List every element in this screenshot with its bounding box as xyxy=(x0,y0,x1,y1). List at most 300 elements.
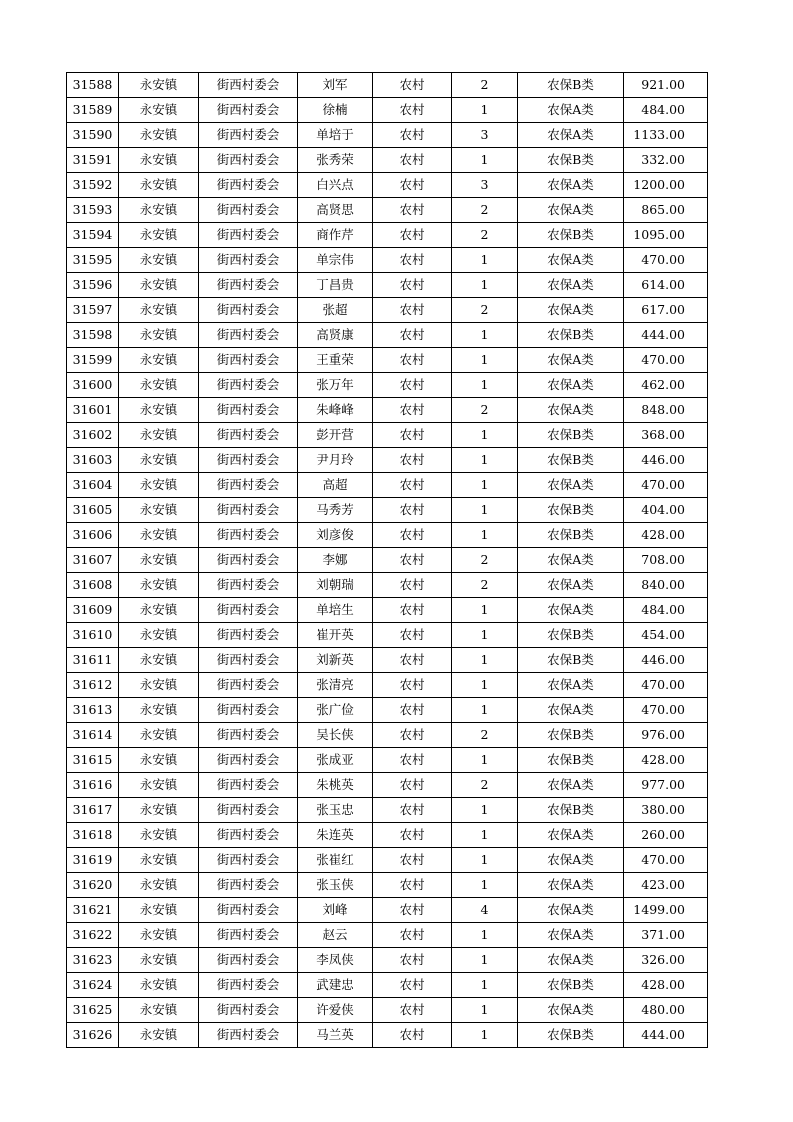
serial-number-cell: 31613 xyxy=(67,698,119,723)
insurance-category-cell: 农保B类 xyxy=(518,223,624,248)
town-cell: 永安镇 xyxy=(119,673,199,698)
serial-number-cell: 31622 xyxy=(67,923,119,948)
town-cell: 永安镇 xyxy=(119,598,199,623)
household-size-cell: 1 xyxy=(452,98,518,123)
town-cell: 永安镇 xyxy=(119,98,199,123)
household-type-cell: 农村 xyxy=(373,723,452,748)
table-row xyxy=(67,973,708,998)
household-type-cell: 农村 xyxy=(373,348,452,373)
insurance-category-cell: 农保A类 xyxy=(518,898,624,923)
amount-cell: 462.00 xyxy=(624,373,708,398)
household-type-cell: 农村 xyxy=(373,998,452,1023)
town-cell: 永安镇 xyxy=(119,373,199,398)
insurance-category-cell: 农保B类 xyxy=(518,148,624,173)
name-cell: 武建忠 xyxy=(298,973,373,998)
household-type-cell: 农村 xyxy=(373,673,452,698)
amount-cell: 444.00 xyxy=(624,323,708,348)
household-type-cell: 农村 xyxy=(373,973,452,998)
household-type-cell: 农村 xyxy=(373,748,452,773)
serial-number-cell: 31591 xyxy=(67,148,119,173)
town-cell: 永安镇 xyxy=(119,1023,199,1048)
household-size-cell: 3 xyxy=(452,123,518,148)
town-cell: 永安镇 xyxy=(119,273,199,298)
amount-cell: 428.00 xyxy=(624,973,708,998)
insurance-category-cell: 农保A类 xyxy=(518,123,624,148)
insurance-category-cell: 农保A类 xyxy=(518,598,624,623)
town-cell: 永安镇 xyxy=(119,873,199,898)
serial-number-cell: 31599 xyxy=(67,348,119,373)
village-committee-cell: 街西村委会 xyxy=(199,423,298,448)
table-row xyxy=(67,848,708,873)
table-row xyxy=(67,248,708,273)
name-cell: 李凤侠 xyxy=(298,948,373,973)
town-cell: 永安镇 xyxy=(119,223,199,248)
insurance-category-cell: 农保A类 xyxy=(518,848,624,873)
household-type-cell: 农村 xyxy=(373,573,452,598)
household-size-cell: 2 xyxy=(452,73,518,98)
amount-cell: 848.00 xyxy=(624,398,708,423)
household-size-cell: 2 xyxy=(452,223,518,248)
amount-cell: 444.00 xyxy=(624,1023,708,1048)
name-cell: 刘峰 xyxy=(298,898,373,923)
table-row xyxy=(67,723,708,748)
insurance-category-cell: 农保A类 xyxy=(518,248,624,273)
village-committee-cell: 街西村委会 xyxy=(199,623,298,648)
household-size-cell: 1 xyxy=(452,373,518,398)
table-row xyxy=(67,298,708,323)
household-size-cell: 1 xyxy=(452,873,518,898)
serial-number-cell: 31600 xyxy=(67,373,119,398)
household-type-cell: 农村 xyxy=(373,823,452,848)
town-cell: 永安镇 xyxy=(119,723,199,748)
household-type-cell: 农村 xyxy=(373,323,452,348)
village-committee-cell: 街西村委会 xyxy=(199,948,298,973)
serial-number-cell: 31601 xyxy=(67,398,119,423)
town-cell: 永安镇 xyxy=(119,548,199,573)
insurance-category-cell: 农保A类 xyxy=(518,823,624,848)
serial-number-cell: 31608 xyxy=(67,573,119,598)
insurance-category-cell: 农保B类 xyxy=(518,748,624,773)
name-cell: 丁昌贵 xyxy=(298,273,373,298)
table-row xyxy=(67,348,708,373)
town-cell: 永安镇 xyxy=(119,123,199,148)
insurance-category-cell: 农保B类 xyxy=(518,323,624,348)
town-cell: 永安镇 xyxy=(119,298,199,323)
name-cell: 高超 xyxy=(298,473,373,498)
household-type-cell: 农村 xyxy=(373,773,452,798)
household-size-cell: 2 xyxy=(452,723,518,748)
household-size-cell: 1 xyxy=(452,973,518,998)
village-committee-cell: 街西村委会 xyxy=(199,598,298,623)
village-committee-cell: 街西村委会 xyxy=(199,398,298,423)
amount-cell: 1499.00 xyxy=(624,898,708,923)
table-row xyxy=(67,798,708,823)
name-cell: 马秀芳 xyxy=(298,498,373,523)
serial-number-cell: 31620 xyxy=(67,873,119,898)
amount-cell: 470.00 xyxy=(624,248,708,273)
serial-number-cell: 31616 xyxy=(67,773,119,798)
name-cell: 崔开英 xyxy=(298,623,373,648)
table-row xyxy=(67,123,708,148)
town-cell: 永安镇 xyxy=(119,523,199,548)
town-cell: 永安镇 xyxy=(119,198,199,223)
household-type-cell: 农村 xyxy=(373,473,452,498)
household-size-cell: 1 xyxy=(452,623,518,648)
amount-cell: 470.00 xyxy=(624,848,708,873)
amount-cell: 484.00 xyxy=(624,98,708,123)
amount-cell: 480.00 xyxy=(624,998,708,1023)
amount-cell: 371.00 xyxy=(624,923,708,948)
village-committee-cell: 街西村委会 xyxy=(199,823,298,848)
town-cell: 永安镇 xyxy=(119,448,199,473)
insurance-category-cell: 农保B类 xyxy=(518,498,624,523)
table-row xyxy=(67,448,708,473)
household-type-cell: 农村 xyxy=(373,423,452,448)
town-cell: 永安镇 xyxy=(119,973,199,998)
town-cell: 永安镇 xyxy=(119,748,199,773)
household-type-cell: 农村 xyxy=(373,898,452,923)
town-cell: 永安镇 xyxy=(119,473,199,498)
records-table-body xyxy=(67,73,708,1048)
insurance-category-cell: 农保A类 xyxy=(518,673,624,698)
household-size-cell: 1 xyxy=(452,323,518,348)
table-row xyxy=(67,223,708,248)
insurance-category-cell: 农保B类 xyxy=(518,723,624,748)
village-committee-cell: 街西村委会 xyxy=(199,898,298,923)
insurance-category-cell: 农保A类 xyxy=(518,998,624,1023)
household-size-cell: 1 xyxy=(452,473,518,498)
serial-number-cell: 31609 xyxy=(67,598,119,623)
amount-cell: 326.00 xyxy=(624,948,708,973)
name-cell: 张广俭 xyxy=(298,698,373,723)
village-committee-cell: 街西村委会 xyxy=(199,1023,298,1048)
insurance-category-cell: 农保A类 xyxy=(518,873,624,898)
household-size-cell: 2 xyxy=(452,198,518,223)
serial-number-cell: 31593 xyxy=(67,198,119,223)
household-size-cell: 1 xyxy=(452,1023,518,1048)
insurance-category-cell: 农保B类 xyxy=(518,648,624,673)
village-committee-cell: 街西村委会 xyxy=(199,773,298,798)
serial-number-cell: 31615 xyxy=(67,748,119,773)
household-size-cell: 4 xyxy=(452,898,518,923)
insurance-category-cell: 农保B类 xyxy=(518,623,624,648)
household-size-cell: 1 xyxy=(452,448,518,473)
household-type-cell: 农村 xyxy=(373,223,452,248)
serial-number-cell: 31625 xyxy=(67,998,119,1023)
household-type-cell: 农村 xyxy=(373,648,452,673)
village-committee-cell: 街西村委会 xyxy=(199,548,298,573)
village-committee-cell: 街西村委会 xyxy=(199,973,298,998)
table-row xyxy=(67,1023,708,1048)
village-committee-cell: 街西村委会 xyxy=(199,273,298,298)
village-committee-cell: 街西村委会 xyxy=(199,698,298,723)
household-type-cell: 农村 xyxy=(373,498,452,523)
insurance-category-cell: 农保A类 xyxy=(518,373,624,398)
household-type-cell: 农村 xyxy=(373,198,452,223)
name-cell: 单宗伟 xyxy=(298,248,373,273)
town-cell: 永安镇 xyxy=(119,498,199,523)
village-committee-cell: 街西村委会 xyxy=(199,98,298,123)
name-cell: 尹月玲 xyxy=(298,448,373,473)
household-size-cell: 1 xyxy=(452,698,518,723)
household-size-cell: 2 xyxy=(452,773,518,798)
town-cell: 永安镇 xyxy=(119,648,199,673)
table-row xyxy=(67,923,708,948)
insurance-category-cell: 农保B类 xyxy=(518,448,624,473)
household-size-cell: 2 xyxy=(452,573,518,598)
name-cell: 高贤康 xyxy=(298,323,373,348)
household-type-cell: 农村 xyxy=(373,173,452,198)
serial-number-cell: 31590 xyxy=(67,123,119,148)
household-type-cell: 农村 xyxy=(373,948,452,973)
village-committee-cell: 街西村委会 xyxy=(199,923,298,948)
name-cell: 彭开营 xyxy=(298,423,373,448)
household-size-cell: 1 xyxy=(452,598,518,623)
town-cell: 永安镇 xyxy=(119,348,199,373)
name-cell: 张万年 xyxy=(298,373,373,398)
village-committee-cell: 街西村委会 xyxy=(199,448,298,473)
insurance-category-cell: 农保B类 xyxy=(518,523,624,548)
insurance-category-cell: 农保B类 xyxy=(518,973,624,998)
insurance-category-cell: 农保A类 xyxy=(518,923,624,948)
insurance-category-cell: 农保B类 xyxy=(518,423,624,448)
table-row xyxy=(67,698,708,723)
household-type-cell: 农村 xyxy=(373,848,452,873)
household-size-cell: 1 xyxy=(452,748,518,773)
name-cell: 吴长侠 xyxy=(298,723,373,748)
table-row xyxy=(67,673,708,698)
household-type-cell: 农村 xyxy=(373,148,452,173)
name-cell: 王重荣 xyxy=(298,348,373,373)
name-cell: 张崔红 xyxy=(298,848,373,873)
table-row xyxy=(67,873,708,898)
household-type-cell: 农村 xyxy=(373,523,452,548)
insurance-category-cell: 农保A类 xyxy=(518,573,624,598)
serial-number-cell: 31607 xyxy=(67,548,119,573)
amount-cell: 865.00 xyxy=(624,198,708,223)
insurance-category-cell: 农保A类 xyxy=(518,98,624,123)
household-type-cell: 农村 xyxy=(373,373,452,398)
village-committee-cell: 街西村委会 xyxy=(199,348,298,373)
serial-number-cell: 31618 xyxy=(67,823,119,848)
name-cell: 张清亮 xyxy=(298,673,373,698)
village-committee-cell: 街西村委会 xyxy=(199,723,298,748)
name-cell: 刘彦俊 xyxy=(298,523,373,548)
household-type-cell: 农村 xyxy=(373,623,452,648)
name-cell: 张秀荣 xyxy=(298,148,373,173)
amount-cell: 1200.00 xyxy=(624,173,708,198)
town-cell: 永安镇 xyxy=(119,998,199,1023)
name-cell: 刘军 xyxy=(298,73,373,98)
insurance-category-cell: 农保A类 xyxy=(518,773,624,798)
amount-cell: 446.00 xyxy=(624,648,708,673)
name-cell: 赵云 xyxy=(298,923,373,948)
town-cell: 永安镇 xyxy=(119,698,199,723)
household-size-cell: 1 xyxy=(452,148,518,173)
insurance-category-cell: 农保B类 xyxy=(518,1023,624,1048)
household-size-cell: 1 xyxy=(452,998,518,1023)
table-row xyxy=(67,648,708,673)
serial-number-cell: 31597 xyxy=(67,298,119,323)
town-cell: 永安镇 xyxy=(119,423,199,448)
name-cell: 刘新英 xyxy=(298,648,373,673)
household-type-cell: 农村 xyxy=(373,598,452,623)
table-row xyxy=(67,573,708,598)
amount-cell: 976.00 xyxy=(624,723,708,748)
household-type-cell: 农村 xyxy=(373,923,452,948)
name-cell: 马兰英 xyxy=(298,1023,373,1048)
table-row xyxy=(67,473,708,498)
village-committee-cell: 街西村委会 xyxy=(199,673,298,698)
table-row xyxy=(67,823,708,848)
village-committee-cell: 街西村委会 xyxy=(199,873,298,898)
table-row xyxy=(67,598,708,623)
household-type-cell: 农村 xyxy=(373,398,452,423)
amount-cell: 977.00 xyxy=(624,773,708,798)
serial-number-cell: 31595 xyxy=(67,248,119,273)
name-cell: 张玉侠 xyxy=(298,873,373,898)
village-committee-cell: 街西村委会 xyxy=(199,298,298,323)
amount-cell: 614.00 xyxy=(624,273,708,298)
table-row xyxy=(67,548,708,573)
amount-cell: 470.00 xyxy=(624,473,708,498)
household-size-cell: 1 xyxy=(452,948,518,973)
household-size-cell: 1 xyxy=(452,648,518,673)
village-committee-cell: 街西村委会 xyxy=(199,323,298,348)
table-row xyxy=(67,98,708,123)
insurance-category-cell: 农保B类 xyxy=(518,798,624,823)
town-cell: 永安镇 xyxy=(119,948,199,973)
household-type-cell: 农村 xyxy=(373,1023,452,1048)
amount-cell: 1095.00 xyxy=(624,223,708,248)
name-cell: 刘朝瑞 xyxy=(298,573,373,598)
table-row xyxy=(67,498,708,523)
village-committee-cell: 街西村委会 xyxy=(199,73,298,98)
village-committee-cell: 街西村委会 xyxy=(199,123,298,148)
name-cell: 徐楠 xyxy=(298,98,373,123)
serial-number-cell: 31610 xyxy=(67,623,119,648)
insurance-category-cell: 农保A类 xyxy=(518,398,624,423)
insurance-category-cell: 农保A类 xyxy=(518,698,624,723)
insurance-category-cell: 农保B类 xyxy=(518,73,624,98)
household-type-cell: 农村 xyxy=(373,873,452,898)
table-row xyxy=(67,173,708,198)
serial-number-cell: 31621 xyxy=(67,898,119,923)
name-cell: 李娜 xyxy=(298,548,373,573)
table-row xyxy=(67,948,708,973)
town-cell: 永安镇 xyxy=(119,173,199,198)
table-row xyxy=(67,998,708,1023)
household-size-cell: 1 xyxy=(452,823,518,848)
insurance-category-cell: 农保A类 xyxy=(518,548,624,573)
village-committee-cell: 街西村委会 xyxy=(199,498,298,523)
amount-cell: 470.00 xyxy=(624,348,708,373)
amount-cell: 404.00 xyxy=(624,498,708,523)
household-type-cell: 农村 xyxy=(373,698,452,723)
serial-number-cell: 31592 xyxy=(67,173,119,198)
serial-number-cell: 31606 xyxy=(67,523,119,548)
serial-number-cell: 31589 xyxy=(67,98,119,123)
amount-cell: 454.00 xyxy=(624,623,708,648)
village-committee-cell: 街西村委会 xyxy=(199,248,298,273)
town-cell: 永安镇 xyxy=(119,573,199,598)
village-committee-cell: 街西村委会 xyxy=(199,798,298,823)
household-size-cell: 1 xyxy=(452,423,518,448)
town-cell: 永安镇 xyxy=(119,898,199,923)
serial-number-cell: 31623 xyxy=(67,948,119,973)
village-committee-cell: 街西村委会 xyxy=(199,998,298,1023)
name-cell: 白兴点 xyxy=(298,173,373,198)
household-size-cell: 1 xyxy=(452,523,518,548)
table-row xyxy=(67,323,708,348)
amount-cell: 428.00 xyxy=(624,748,708,773)
town-cell: 永安镇 xyxy=(119,73,199,98)
name-cell: 许爱侠 xyxy=(298,998,373,1023)
serial-number-cell: 31602 xyxy=(67,423,119,448)
serial-number-cell: 31611 xyxy=(67,648,119,673)
table-row xyxy=(67,748,708,773)
town-cell: 永安镇 xyxy=(119,823,199,848)
village-committee-cell: 街西村委会 xyxy=(199,198,298,223)
serial-number-cell: 31604 xyxy=(67,473,119,498)
household-size-cell: 1 xyxy=(452,848,518,873)
village-committee-cell: 街西村委会 xyxy=(199,373,298,398)
household-type-cell: 农村 xyxy=(373,273,452,298)
records-table xyxy=(66,72,708,1048)
amount-cell: 470.00 xyxy=(624,698,708,723)
table-row xyxy=(67,373,708,398)
table-row xyxy=(67,198,708,223)
amount-cell: 446.00 xyxy=(624,448,708,473)
amount-cell: 368.00 xyxy=(624,423,708,448)
serial-number-cell: 31617 xyxy=(67,798,119,823)
town-cell: 永安镇 xyxy=(119,798,199,823)
table-row xyxy=(67,523,708,548)
household-size-cell: 1 xyxy=(452,248,518,273)
insurance-category-cell: 农保A类 xyxy=(518,198,624,223)
insurance-category-cell: 农保A类 xyxy=(518,173,624,198)
household-size-cell: 1 xyxy=(452,923,518,948)
table-row xyxy=(67,73,708,98)
serial-number-cell: 31605 xyxy=(67,498,119,523)
village-committee-cell: 街西村委会 xyxy=(199,848,298,873)
amount-cell: 332.00 xyxy=(624,148,708,173)
serial-number-cell: 31612 xyxy=(67,673,119,698)
name-cell: 商作芹 xyxy=(298,223,373,248)
serial-number-cell: 31614 xyxy=(67,723,119,748)
table-row xyxy=(67,273,708,298)
name-cell: 张超 xyxy=(298,298,373,323)
name-cell: 朱峰峰 xyxy=(298,398,373,423)
household-size-cell: 1 xyxy=(452,498,518,523)
household-size-cell: 2 xyxy=(452,298,518,323)
serial-number-cell: 31598 xyxy=(67,323,119,348)
amount-cell: 260.00 xyxy=(624,823,708,848)
village-committee-cell: 街西村委会 xyxy=(199,523,298,548)
household-size-cell: 1 xyxy=(452,348,518,373)
amount-cell: 484.00 xyxy=(624,598,708,623)
serial-number-cell: 31596 xyxy=(67,273,119,298)
serial-number-cell: 31626 xyxy=(67,1023,119,1048)
table-row xyxy=(67,623,708,648)
serial-number-cell: 31619 xyxy=(67,848,119,873)
amount-cell: 617.00 xyxy=(624,298,708,323)
household-type-cell: 农村 xyxy=(373,248,452,273)
serial-number-cell: 31594 xyxy=(67,223,119,248)
town-cell: 永安镇 xyxy=(119,848,199,873)
town-cell: 永安镇 xyxy=(119,148,199,173)
table-row xyxy=(67,398,708,423)
